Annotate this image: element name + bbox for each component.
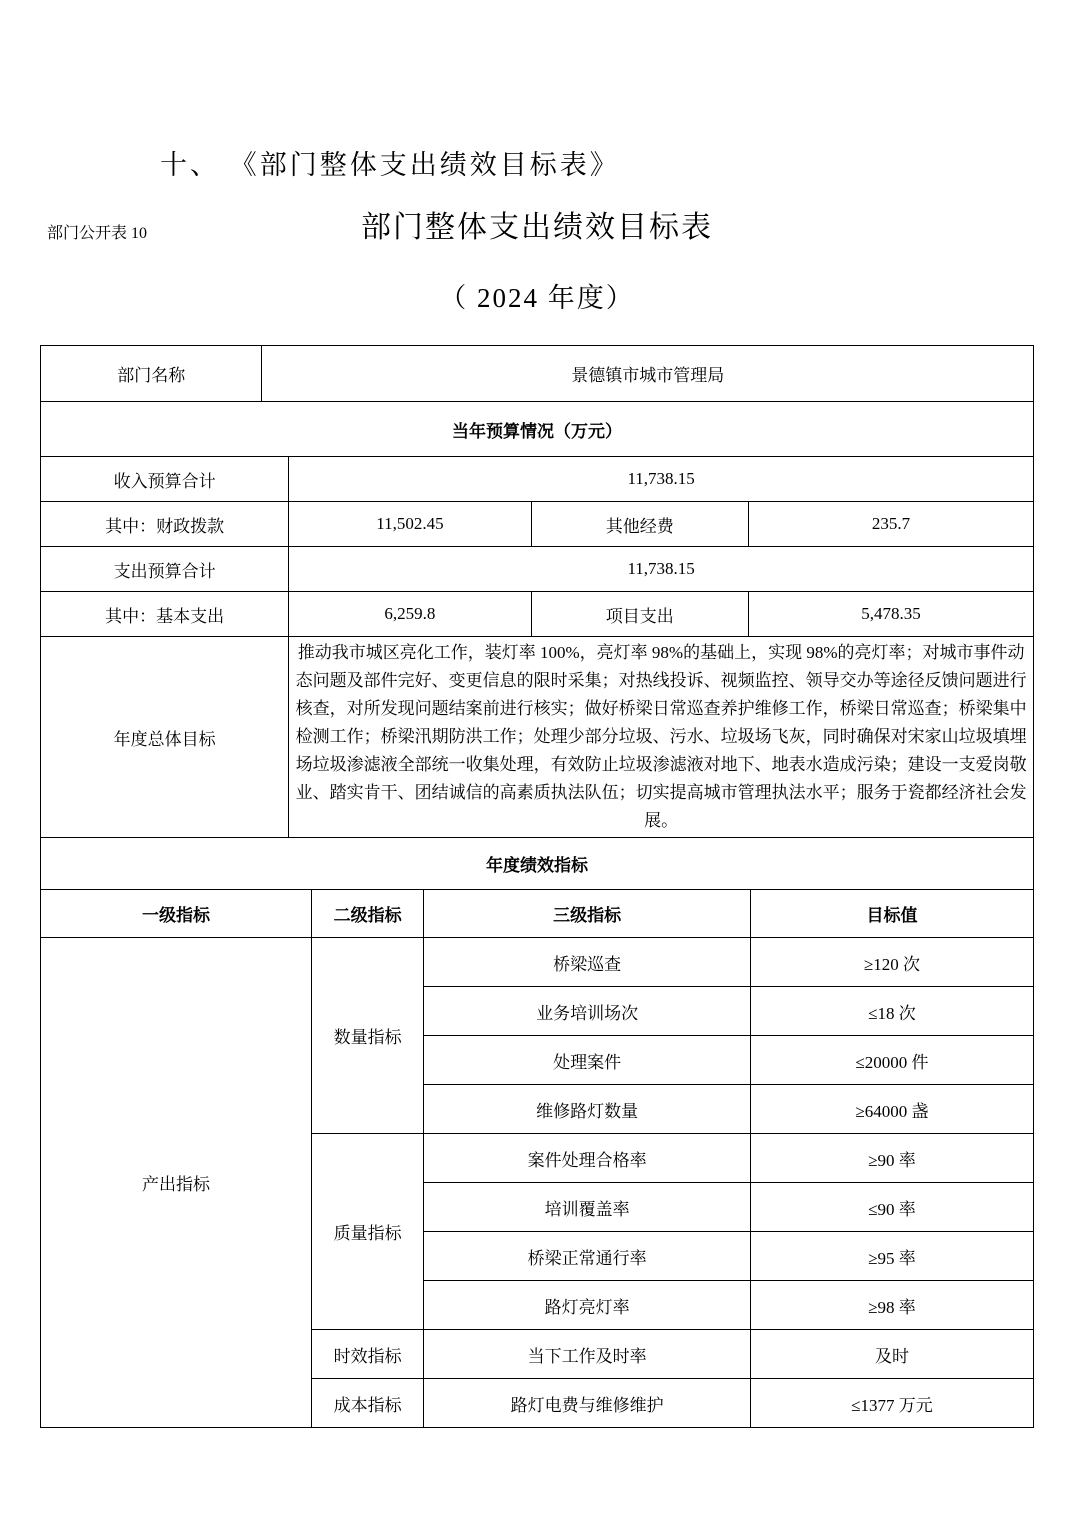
project-expense-label: 项目支出 <box>531 592 748 637</box>
performance-section-header: 年度绩效指标 <box>41 838 1034 890</box>
section-heading: 十、 《部门整体支出绩效目标表》 <box>160 150 620 180</box>
income-total-label: 收入预算合计 <box>41 457 289 502</box>
income-total-value: 11,738.15 <box>289 457 1034 502</box>
indicator-name: 桥梁正常通行率 <box>424 1232 751 1281</box>
indicator-name: 路灯亮灯率 <box>424 1281 751 1330</box>
fiscal-allocation-label: 其中：财政拨款 <box>41 502 289 547</box>
target-value: ≤90 率 <box>750 1183 1033 1232</box>
annual-goal-label: 年度总体目标 <box>41 637 289 838</box>
fiscal-allocation-value: 11,502.45 <box>289 502 531 547</box>
indicator-name: 业务培训场次 <box>424 987 751 1036</box>
table-row <box>41 838 1034 890</box>
expense-total-value: 11,738.15 <box>289 547 1034 592</box>
budget-table <box>40 456 1034 637</box>
performance-target-table <box>40 345 1034 1428</box>
level2-quality-indicator: 质量指标 <box>312 1134 424 1330</box>
target-value: ≥64000 盏 <box>750 1085 1033 1134</box>
table-row <box>41 592 1034 637</box>
target-value: ≥120 次 <box>750 938 1033 987</box>
department-name-value: 景德镇市城市管理局 <box>262 346 1034 402</box>
indicator-name: 处理案件 <box>424 1036 751 1085</box>
header-target: 目标值 <box>750 890 1033 938</box>
annual-goal-text: 推动我市城区亮化工作，装灯率 100%，亮灯率 98%的基础上，实现 98%的亮灯率；对城市事件动态问题及部件完好、变更信息的限时采集；对热线投诉、视频监控、领导交办等途径反馈问题进行核查，对所发现问题结案前进行核实；做好桥梁日常巡查养护维修工作，桥梁日常巡查；桥梁集中检测工作；桥梁汛期防洪工作；处理少部分垃圾、污水、垃圾场飞灰，同时确保对宋家山垃圾填埋场垃圾渗滤液全部统一收集处理，有效防止垃圾渗滤液对地下、地表水造成污染；建设一支爱岗敬业、踏实肯干、团结诚信的高素质执法队伍；切实提高城市管理执法水平；服务于瓷都经济社会发展。 <box>289 637 1034 838</box>
page-title: 部门整体支出绩效目标表 <box>361 211 713 244</box>
indicators-header-row <box>41 890 1034 938</box>
other-funds-label: 其他经费 <box>531 502 748 547</box>
indicator-name: 路灯电费与维修维护 <box>424 1379 751 1428</box>
indicators-table <box>40 889 1034 1428</box>
table-row <box>41 502 1034 547</box>
target-value: ≤20000 件 <box>750 1036 1033 1085</box>
table-row <box>41 637 1034 838</box>
table-row <box>41 938 1034 987</box>
indicator-name: 当下工作及时率 <box>424 1330 751 1379</box>
level2-quantity-indicator: 数量指标 <box>312 938 424 1134</box>
level2-timeliness-indicator: 时效指标 <box>312 1330 424 1379</box>
budget-section-header-table <box>40 401 1034 457</box>
target-value: 及时 <box>750 1330 1033 1379</box>
target-value: ≥95 率 <box>750 1232 1033 1281</box>
target-value: ≥98 率 <box>750 1281 1033 1330</box>
indicator-name: 案件处理合格率 <box>424 1134 751 1183</box>
annual-goal-table <box>40 636 1034 838</box>
target-value: ≤18 次 <box>750 987 1033 1036</box>
title-row <box>40 206 1034 250</box>
year-subtitle: （ 2024 年度） <box>439 283 635 313</box>
indicator-name: 维修路灯数量 <box>424 1085 751 1134</box>
level1-output-indicator: 产出指标 <box>41 938 312 1428</box>
table-label: 部门公开表 10 <box>47 225 148 242</box>
department-row-table <box>40 345 1034 402</box>
basic-expense-label: 其中：基本支出 <box>41 592 289 637</box>
table-row <box>41 457 1034 502</box>
other-funds-value: 235.7 <box>748 502 1033 547</box>
basic-expense-value: 6,259.8 <box>289 592 531 637</box>
header-level1: 一级指标 <box>41 890 312 938</box>
target-value: ≤1377 万元 <box>750 1379 1033 1428</box>
target-value: ≥90 率 <box>750 1134 1033 1183</box>
header-level2: 二级指标 <box>312 890 424 938</box>
expense-total-label: 支出预算合计 <box>41 547 289 592</box>
department-name-label: 部门名称 <box>41 346 262 402</box>
budget-section-header: 当年预算情况（万元） <box>41 402 1034 457</box>
project-expense-value: 5,478.35 <box>748 592 1033 637</box>
indicator-name: 培训覆盖率 <box>424 1183 751 1232</box>
indicator-name: 桥梁巡查 <box>424 938 751 987</box>
performance-section-header-table <box>40 837 1034 890</box>
table-row <box>41 402 1034 457</box>
table-row <box>41 346 1034 402</box>
level2-cost-indicator: 成本指标 <box>312 1379 424 1428</box>
header-level3: 三级指标 <box>424 890 751 938</box>
table-row <box>41 547 1034 592</box>
